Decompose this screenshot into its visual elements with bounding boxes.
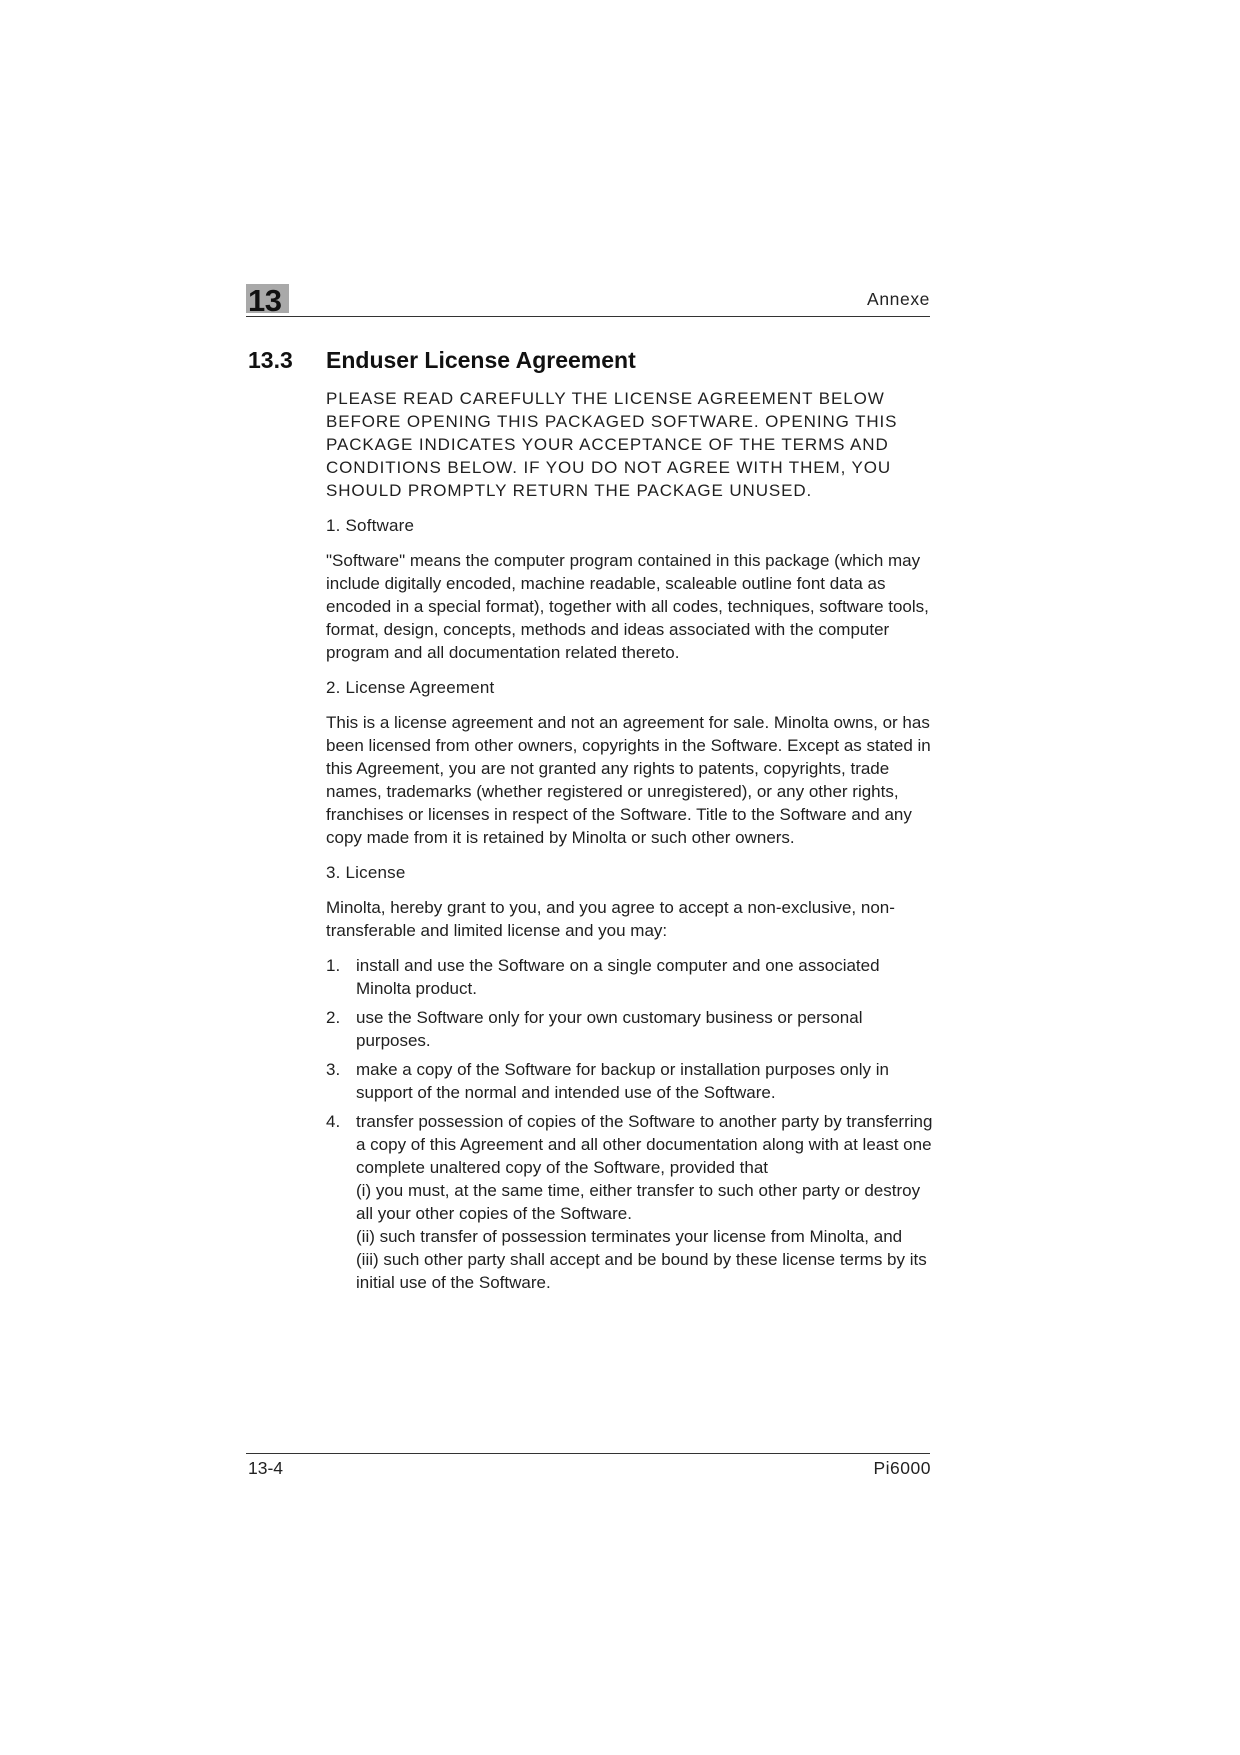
chapter-number: 13 [248,283,282,318]
list-item [326,1110,934,1294]
clause-body: "Software" means the computer program contained in this package (which may include digitally encoded, machine readable, scaleable outline font data as encoded in a special format), together with all codes, techniques, software tools, format, design, concepts, methods and ideas associated with the computer program and all documentation related thereto. [326,551,929,662]
page-number: 13-4 [248,1458,284,1478]
list-item-text: use the Software only for your own customary business or personal purposes. [356,1008,863,1050]
section-number: 13.3 [248,347,293,373]
clause-heading: 1. Software [326,516,415,535]
transfer-condition: (ii) such transfer of possession terminates your license from Minolta, and [356,1227,903,1246]
list-item-number: 3. [326,1060,341,1079]
footer-rule [246,1453,930,1454]
transfer-condition: (iii) such other party shall accept and be bound by these license terms by its initial use of the Software. [356,1250,927,1292]
list-item-number: 4. [326,1112,341,1131]
product-name: Pi6000 [873,1458,931,1478]
clause-heading: 3. License [326,863,406,882]
header-rule [246,316,930,317]
section-content [326,387,934,1300]
clause-body: Minolta, hereby grant to you, and you agree to accept a non-exclusive, non-transferable and limited license and you may: [326,898,895,940]
header-title: Annexe [867,289,930,309]
list-item [326,954,934,1000]
clause-body: This is a license agreement and not an agreement for sale. Minolta owns, or has been licensed from other owners, copyrights in the Software. Except as stated in this Agreement, you are not granted any rights to patents, copyrights, trade names, trademarks (whether registered or unregistered), or any other rights, franchises or licenses in respect of the Software. Title to the Software and any copy made from it is retained by Minolta or such other owners. [326,713,931,847]
list-item-number: 2. [326,1008,341,1027]
list-item [326,1006,934,1052]
intro-paragraph: PLEASE READ CAREFULLY THE LICENSE AGREEMENT BELOW BEFORE OPENING THIS PACKAGED SOFTWARE. OPENING THIS PACKAGE INDICATES YOUR ACCEPTANCE OF THE TERMS AND CONDITIONS BELOW. IF YOU DO NOT AGREE WITH THEM, YOU SHOULD PROMPTLY RETURN THE PACKAGE UNUSED. [326,389,898,500]
list-item-text: make a copy of the Software for backup or installation purposes only in support of the normal and intended use of the Software. [356,1060,889,1102]
list-item-text: transfer possession of copies of the Software to another party by transferring a copy of this Agreement and all other documentation along with at least one complete unaltered copy of the Software, provided that [356,1112,933,1177]
clause-heading: 2. License Agreement [326,678,495,697]
list-item [326,1058,934,1104]
list-item-text: install and use the Software on a single computer and one associated Minolta product. [356,956,880,998]
transfer-condition: (i) you must, at the same time, either transfer to such other party or destroy all your other copies of the Software. [356,1181,921,1223]
list-item-number: 1. [326,956,341,975]
section-title: Enduser License Agreement [326,347,636,373]
license-permissions-list [326,954,934,1294]
